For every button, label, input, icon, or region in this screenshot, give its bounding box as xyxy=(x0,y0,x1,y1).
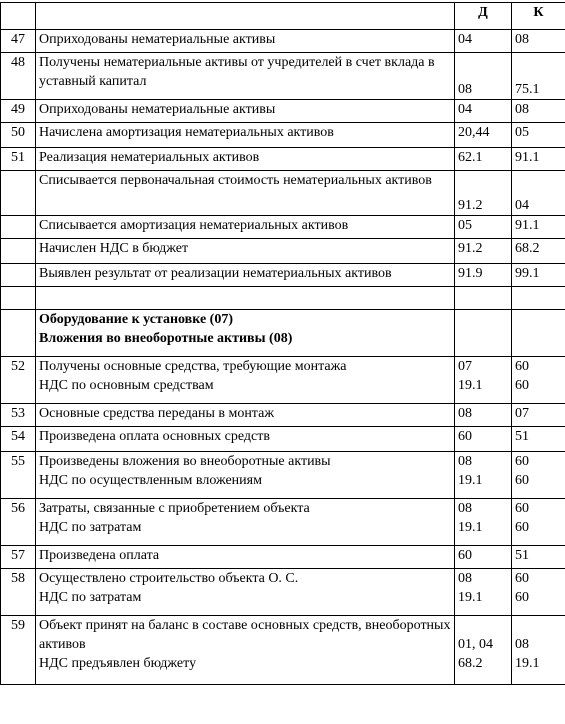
row-credit xyxy=(512,404,565,427)
row-number: 50 xyxy=(1,123,36,148)
row-description xyxy=(36,171,455,216)
row-description xyxy=(36,499,455,546)
row-credit xyxy=(512,264,565,287)
credit-account: 60 xyxy=(515,571,529,586)
table-row xyxy=(1,148,565,171)
credit-account: 91.1 xyxy=(515,218,540,233)
debit-account: 08 xyxy=(458,454,472,469)
row-number: 51 xyxy=(1,148,36,171)
row-credit xyxy=(512,287,565,310)
row-number xyxy=(1,287,36,310)
description-line: Произведена оплата xyxy=(39,548,160,563)
header-credit: К xyxy=(512,3,565,30)
row-number: 59 xyxy=(1,616,36,685)
description-line: Списывается амортизация нематериальных активов xyxy=(39,218,349,233)
row-credit xyxy=(512,216,565,239)
description-line: Оборудование к установке (07) xyxy=(39,312,233,327)
table-row xyxy=(1,100,565,123)
row-credit xyxy=(512,499,565,546)
description-line: НДС по затратам xyxy=(39,590,142,605)
row-description xyxy=(36,53,455,100)
debit-account: 08 xyxy=(458,406,472,421)
row-credit xyxy=(512,357,565,404)
row-debit xyxy=(455,310,512,357)
credit-account: 05 xyxy=(515,125,529,140)
table-row xyxy=(1,123,565,148)
credit-account: 07 xyxy=(515,406,529,421)
row-debit xyxy=(455,30,512,53)
row-number: 47 xyxy=(1,30,36,53)
debit-account: 60 xyxy=(458,548,472,563)
credit-account: 19.1 xyxy=(515,656,540,671)
description-line: Основные средства переданы в монтаж xyxy=(39,406,274,421)
debit-account: 62.1 xyxy=(458,150,483,165)
row-description xyxy=(36,216,455,239)
row-description xyxy=(36,287,455,310)
header-debit: Д xyxy=(455,3,512,30)
debit-account: 05 xyxy=(458,218,472,233)
row-description xyxy=(36,264,455,287)
table-row xyxy=(1,310,565,357)
credit-account: 99.1 xyxy=(515,266,540,281)
row-description xyxy=(36,100,455,123)
row-number: 58 xyxy=(1,569,36,616)
description-line: Получены основные средства, требующие монтажа xyxy=(39,359,347,374)
row-debit xyxy=(455,53,512,100)
row-description xyxy=(36,123,455,148)
row-debit xyxy=(455,171,512,216)
accounting-entries-table xyxy=(0,2,565,685)
description-line: НДС по основным средствам xyxy=(39,378,214,393)
debit-account: 01, 04 xyxy=(458,637,493,652)
debit-account: 19.1 xyxy=(458,590,483,605)
debit-account: 60 xyxy=(458,429,472,444)
debit-account: 19.1 xyxy=(458,520,483,535)
description-line: Объект принят на баланс в составе основных средств, внеоборотных активов xyxy=(39,618,451,652)
description-line: Списывается первоначальная стоимость нематериальных активов xyxy=(39,173,432,188)
row-description xyxy=(36,357,455,404)
description-line: Оприходованы нематериальные активы xyxy=(39,32,276,47)
credit-account xyxy=(515,310,562,329)
row-description xyxy=(36,310,455,357)
table-row xyxy=(1,171,565,216)
header-num xyxy=(1,3,36,30)
row-number: 48 xyxy=(1,53,36,100)
description-line: Оприходованы нематериальные активы xyxy=(39,102,276,117)
debit-account xyxy=(458,310,508,329)
credit-account: 60 xyxy=(515,590,529,605)
row-number: 57 xyxy=(1,546,36,569)
debit-account: 04 xyxy=(458,102,472,117)
description-line: Выявлен результат от реализации нематериальных активов xyxy=(39,266,392,281)
credit-account: 75.1 xyxy=(515,82,540,97)
row-description xyxy=(36,546,455,569)
table-row xyxy=(1,53,565,100)
table-row xyxy=(1,404,565,427)
credit-account: 60 xyxy=(515,454,529,469)
row-description xyxy=(36,452,455,499)
row-number: 55 xyxy=(1,452,36,499)
credit-account: 04 xyxy=(515,198,529,213)
row-debit xyxy=(455,404,512,427)
table-header-row xyxy=(1,3,565,30)
row-description xyxy=(36,30,455,53)
row-credit xyxy=(512,427,565,452)
row-number xyxy=(1,239,36,264)
table-row xyxy=(1,264,565,287)
row-debit xyxy=(455,148,512,171)
description-line: Начислена амортизация нематериальных активов xyxy=(39,125,334,140)
debit-account: 19.1 xyxy=(458,473,483,488)
row-debit xyxy=(455,239,512,264)
row-debit xyxy=(455,287,512,310)
row-number: 54 xyxy=(1,427,36,452)
row-debit xyxy=(455,499,512,546)
credit-account xyxy=(515,616,562,635)
description-line: НДС по затратам xyxy=(39,520,142,535)
debit-account: 04 xyxy=(458,32,472,47)
table-row xyxy=(1,357,565,404)
table-row xyxy=(1,216,565,239)
row-description xyxy=(36,427,455,452)
row-credit xyxy=(512,171,565,216)
table-row xyxy=(1,239,565,264)
debit-account: 08 xyxy=(458,501,472,516)
row-number xyxy=(1,216,36,239)
row-number xyxy=(1,264,36,287)
row-debit xyxy=(455,357,512,404)
row-debit xyxy=(455,616,512,685)
row-credit xyxy=(512,310,565,357)
header-description xyxy=(36,3,455,30)
row-debit xyxy=(455,264,512,287)
debit-account: 91.2 xyxy=(458,198,483,213)
row-description xyxy=(36,239,455,264)
credit-account: 60 xyxy=(515,359,529,374)
row-number: 56 xyxy=(1,499,36,546)
description-line: Затраты, связанные с приобретением объекта xyxy=(39,501,310,516)
row-number: 53 xyxy=(1,404,36,427)
row-number: 49 xyxy=(1,100,36,123)
table-body xyxy=(1,30,565,685)
row-credit xyxy=(512,616,565,685)
table-row xyxy=(1,569,565,616)
credit-account: 51 xyxy=(515,548,529,563)
credit-account: 08 xyxy=(515,102,529,117)
row-credit xyxy=(512,53,565,100)
description-line: Начислен НДС в бюджет xyxy=(39,241,189,256)
description-line: Реализация нематериальных активов xyxy=(39,150,260,165)
row-description xyxy=(36,616,455,685)
row-description xyxy=(36,148,455,171)
row-debit xyxy=(455,546,512,569)
debit-account xyxy=(458,287,508,306)
row-credit xyxy=(512,239,565,264)
row-description xyxy=(36,404,455,427)
table-row xyxy=(1,287,565,310)
row-credit xyxy=(512,30,565,53)
row-credit xyxy=(512,148,565,171)
credit-account xyxy=(515,287,562,306)
row-credit xyxy=(512,546,565,569)
credit-account: 51 xyxy=(515,429,529,444)
row-debit xyxy=(455,569,512,616)
debit-account: 91.2 xyxy=(458,241,483,256)
debit-account xyxy=(458,616,508,635)
credit-account: 68.2 xyxy=(515,241,540,256)
debit-account: 19.1 xyxy=(458,378,483,393)
row-number xyxy=(1,310,36,357)
row-credit xyxy=(512,123,565,148)
row-debit xyxy=(455,100,512,123)
debit-account: 68.2 xyxy=(458,656,483,671)
table-row xyxy=(1,30,565,53)
description-line: НДС по осуществленным вложениям xyxy=(39,473,262,488)
debit-account: 91.9 xyxy=(458,266,483,281)
row-number: 52 xyxy=(1,357,36,404)
row-debit xyxy=(455,427,512,452)
description-line: Вложения во внеоборотные активы (08) xyxy=(39,331,293,346)
credit-account: 60 xyxy=(515,378,529,393)
table-row xyxy=(1,499,565,546)
credit-account: 08 xyxy=(515,637,529,652)
table-row xyxy=(1,452,565,499)
debit-account: 08 xyxy=(458,82,472,97)
table-row xyxy=(1,427,565,452)
credit-account: 08 xyxy=(515,32,529,47)
description-line: Получены нематериальные активы от учредителей в счет вклада в уставный капитал xyxy=(39,55,435,89)
description-line: Произведена оплата основных средств xyxy=(39,429,270,444)
row-debit xyxy=(455,216,512,239)
description-line: НДС предъявлен бюджету xyxy=(39,656,197,671)
row-debit xyxy=(455,452,512,499)
row-debit xyxy=(455,123,512,148)
debit-account: 08 xyxy=(458,571,472,586)
debit-account: 20,44 xyxy=(458,125,490,140)
row-credit xyxy=(512,569,565,616)
row-credit xyxy=(512,452,565,499)
description-line: Произведены вложения во внеоборотные активы xyxy=(39,454,331,469)
credit-account: 60 xyxy=(515,520,529,535)
credit-account: 60 xyxy=(515,473,529,488)
table-row xyxy=(1,546,565,569)
row-description xyxy=(36,569,455,616)
row-credit xyxy=(512,100,565,123)
row-number xyxy=(1,171,36,216)
debit-account: 07 xyxy=(458,359,472,374)
table-row xyxy=(1,616,565,685)
description-line: Осуществлено строительство объекта О. С. xyxy=(39,571,299,586)
credit-account: 91.1 xyxy=(515,150,540,165)
credit-account: 60 xyxy=(515,501,529,516)
